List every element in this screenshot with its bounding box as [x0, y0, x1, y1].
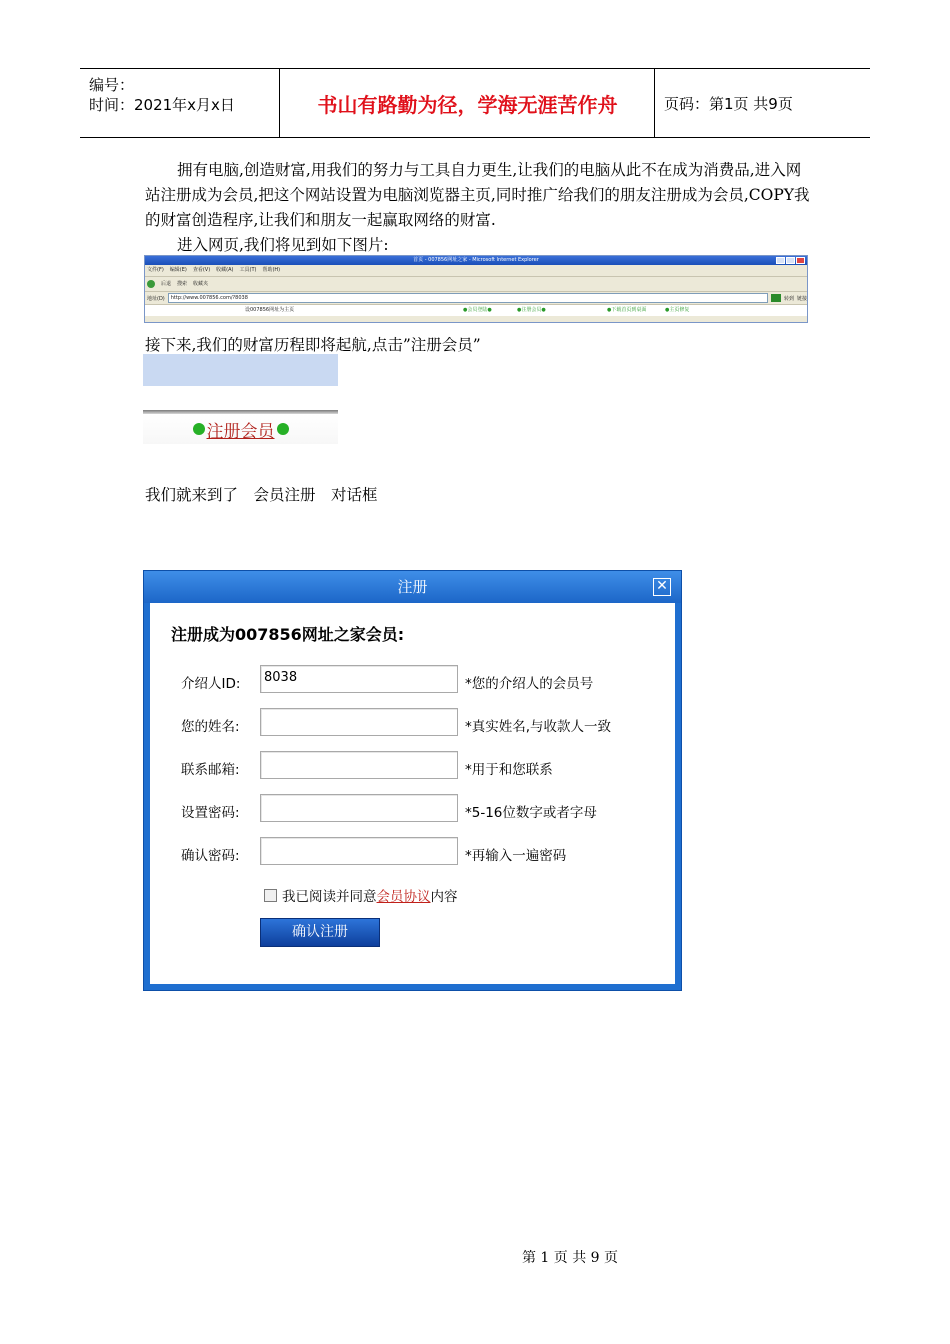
email-input[interactable] [260, 751, 458, 779]
link-download: ●下载首页到桌面 [607, 307, 647, 313]
confirm-password-label: 确认密码: [181, 848, 240, 864]
browser-links-bar [145, 305, 807, 316]
register-member-link[interactable]: 注册会员 [206, 421, 275, 442]
go-icon [771, 294, 781, 302]
menu-view: 查看(V) [192, 267, 211, 273]
number-label: 编号： [89, 76, 135, 94]
menu-file: 文件(F) [147, 267, 164, 273]
menu-help: 帮助(H) [262, 267, 281, 273]
snippet-header-band [143, 354, 338, 386]
browser-address-bar [145, 292, 807, 305]
green-dot-icon [277, 423, 289, 435]
link-fix: ●主页修复 [665, 307, 690, 313]
referrer-hint: *您的介绍人的会员号 [465, 676, 594, 692]
link-register: ●注册会员● [517, 307, 546, 313]
member-agreement-link[interactable]: 会员协议 [376, 889, 431, 905]
name-hint: *真实姓名,与收款人一致 [465, 719, 612, 735]
dialog-heading: 注册成为007856网址之家会员: [171, 625, 405, 644]
email-hint: *用于和您联系 [465, 762, 553, 778]
referrer-label: 介绍人ID: [181, 676, 241, 692]
close-icon [796, 257, 805, 264]
name-label: 您的姓名: [181, 719, 240, 735]
agree-checkbox[interactable] [264, 889, 277, 902]
confirm-password-hint: *再输入一遍密码 [465, 848, 567, 864]
dialog-body [150, 603, 675, 984]
enter-page-paragraph: 进入网页,我们将见到如下图片: [177, 236, 389, 254]
confirm-register-button[interactable]: 确认注册 [260, 918, 380, 947]
page-footer: 第 1 页 共 9 页 [521, 1250, 619, 1266]
link-login: ●会员登陆● [463, 307, 492, 313]
address-input: http://www.007856.com/?8038 [168, 293, 768, 303]
back-label: 后退 [161, 281, 172, 287]
dialog-close-button[interactable]: ✕ [653, 578, 671, 596]
password-input[interactable] [260, 794, 458, 822]
back-icon [147, 280, 155, 288]
dialog-intro-paragraph: 我们就来到了 会员注册 对话框 [145, 486, 378, 504]
form-row-name [150, 708, 675, 738]
agree-suffix: 内容 [430, 889, 458, 905]
menu-tools: 工具(T) [239, 267, 257, 273]
form-row-referrer [150, 665, 675, 695]
referrer-id-input[interactable]: 8038 [260, 665, 458, 693]
browser-title: 首页 - 007856网址之家 - Microsoft Internet Explorer [413, 257, 539, 263]
browser-menu-bar [145, 265, 807, 277]
password-hint: *5-16位数字或者字母 [465, 805, 597, 821]
next-step-paragraph: 接下来,我们的财富历程即将起航,点击”注册会员” [145, 336, 481, 354]
green-dot-icon [193, 423, 205, 435]
form-row-password [150, 794, 675, 824]
header-motto: 书山有路勤为径，学海无涯苦作舟 [281, 69, 655, 137]
agreement-row [264, 885, 458, 905]
search-label: 搜索 [177, 281, 188, 287]
browser-screenshot [144, 255, 808, 323]
email-label: 联系邮箱: [181, 762, 240, 778]
browser-toolbar [145, 277, 807, 292]
link-set-home: 设007856网址为主页 [245, 307, 295, 313]
confirm-password-input[interactable] [260, 837, 458, 865]
menu-edit: 编辑(E) [169, 267, 187, 273]
window-buttons [776, 257, 805, 264]
minimize-icon [776, 257, 785, 264]
intro-paragraph: 拥有电脑,创造财富,用我们的努力与工具自力更生,让我们的电脑从此不在成为消费品,进入网站注册成为会员,把这个网站设置为电脑浏览器主页,同时推广给我们的朋友注册成为会员,COPY我的财富创造程序,让我们和朋友一起赢取网络的财富. [145, 161, 810, 229]
header-page-label: 页码：第1页 共9页 [664, 94, 793, 113]
form-row-confirm-password [150, 837, 675, 867]
maximize-icon [786, 257, 795, 264]
dialog-title: 注册 [144, 571, 681, 603]
register-dialog [143, 570, 682, 991]
register-link-snippet [143, 414, 338, 444]
time-label: 时间：2021年x月x日 [89, 96, 235, 114]
password-label: 设置密码: [181, 805, 240, 821]
go-label: 转到 [783, 295, 794, 302]
favorites-label: 收藏夹 [193, 281, 209, 287]
links-label: 链接 [796, 295, 807, 302]
form-row-email [150, 751, 675, 781]
browser-title-bar [145, 256, 807, 265]
document-header [80, 68, 870, 138]
name-input[interactable] [260, 708, 458, 736]
header-meta [80, 69, 280, 137]
agree-prefix: 我已阅读并同意 [282, 889, 377, 905]
address-label: 地址(D) [147, 295, 165, 302]
menu-favorites: 收藏(A) [216, 267, 234, 273]
